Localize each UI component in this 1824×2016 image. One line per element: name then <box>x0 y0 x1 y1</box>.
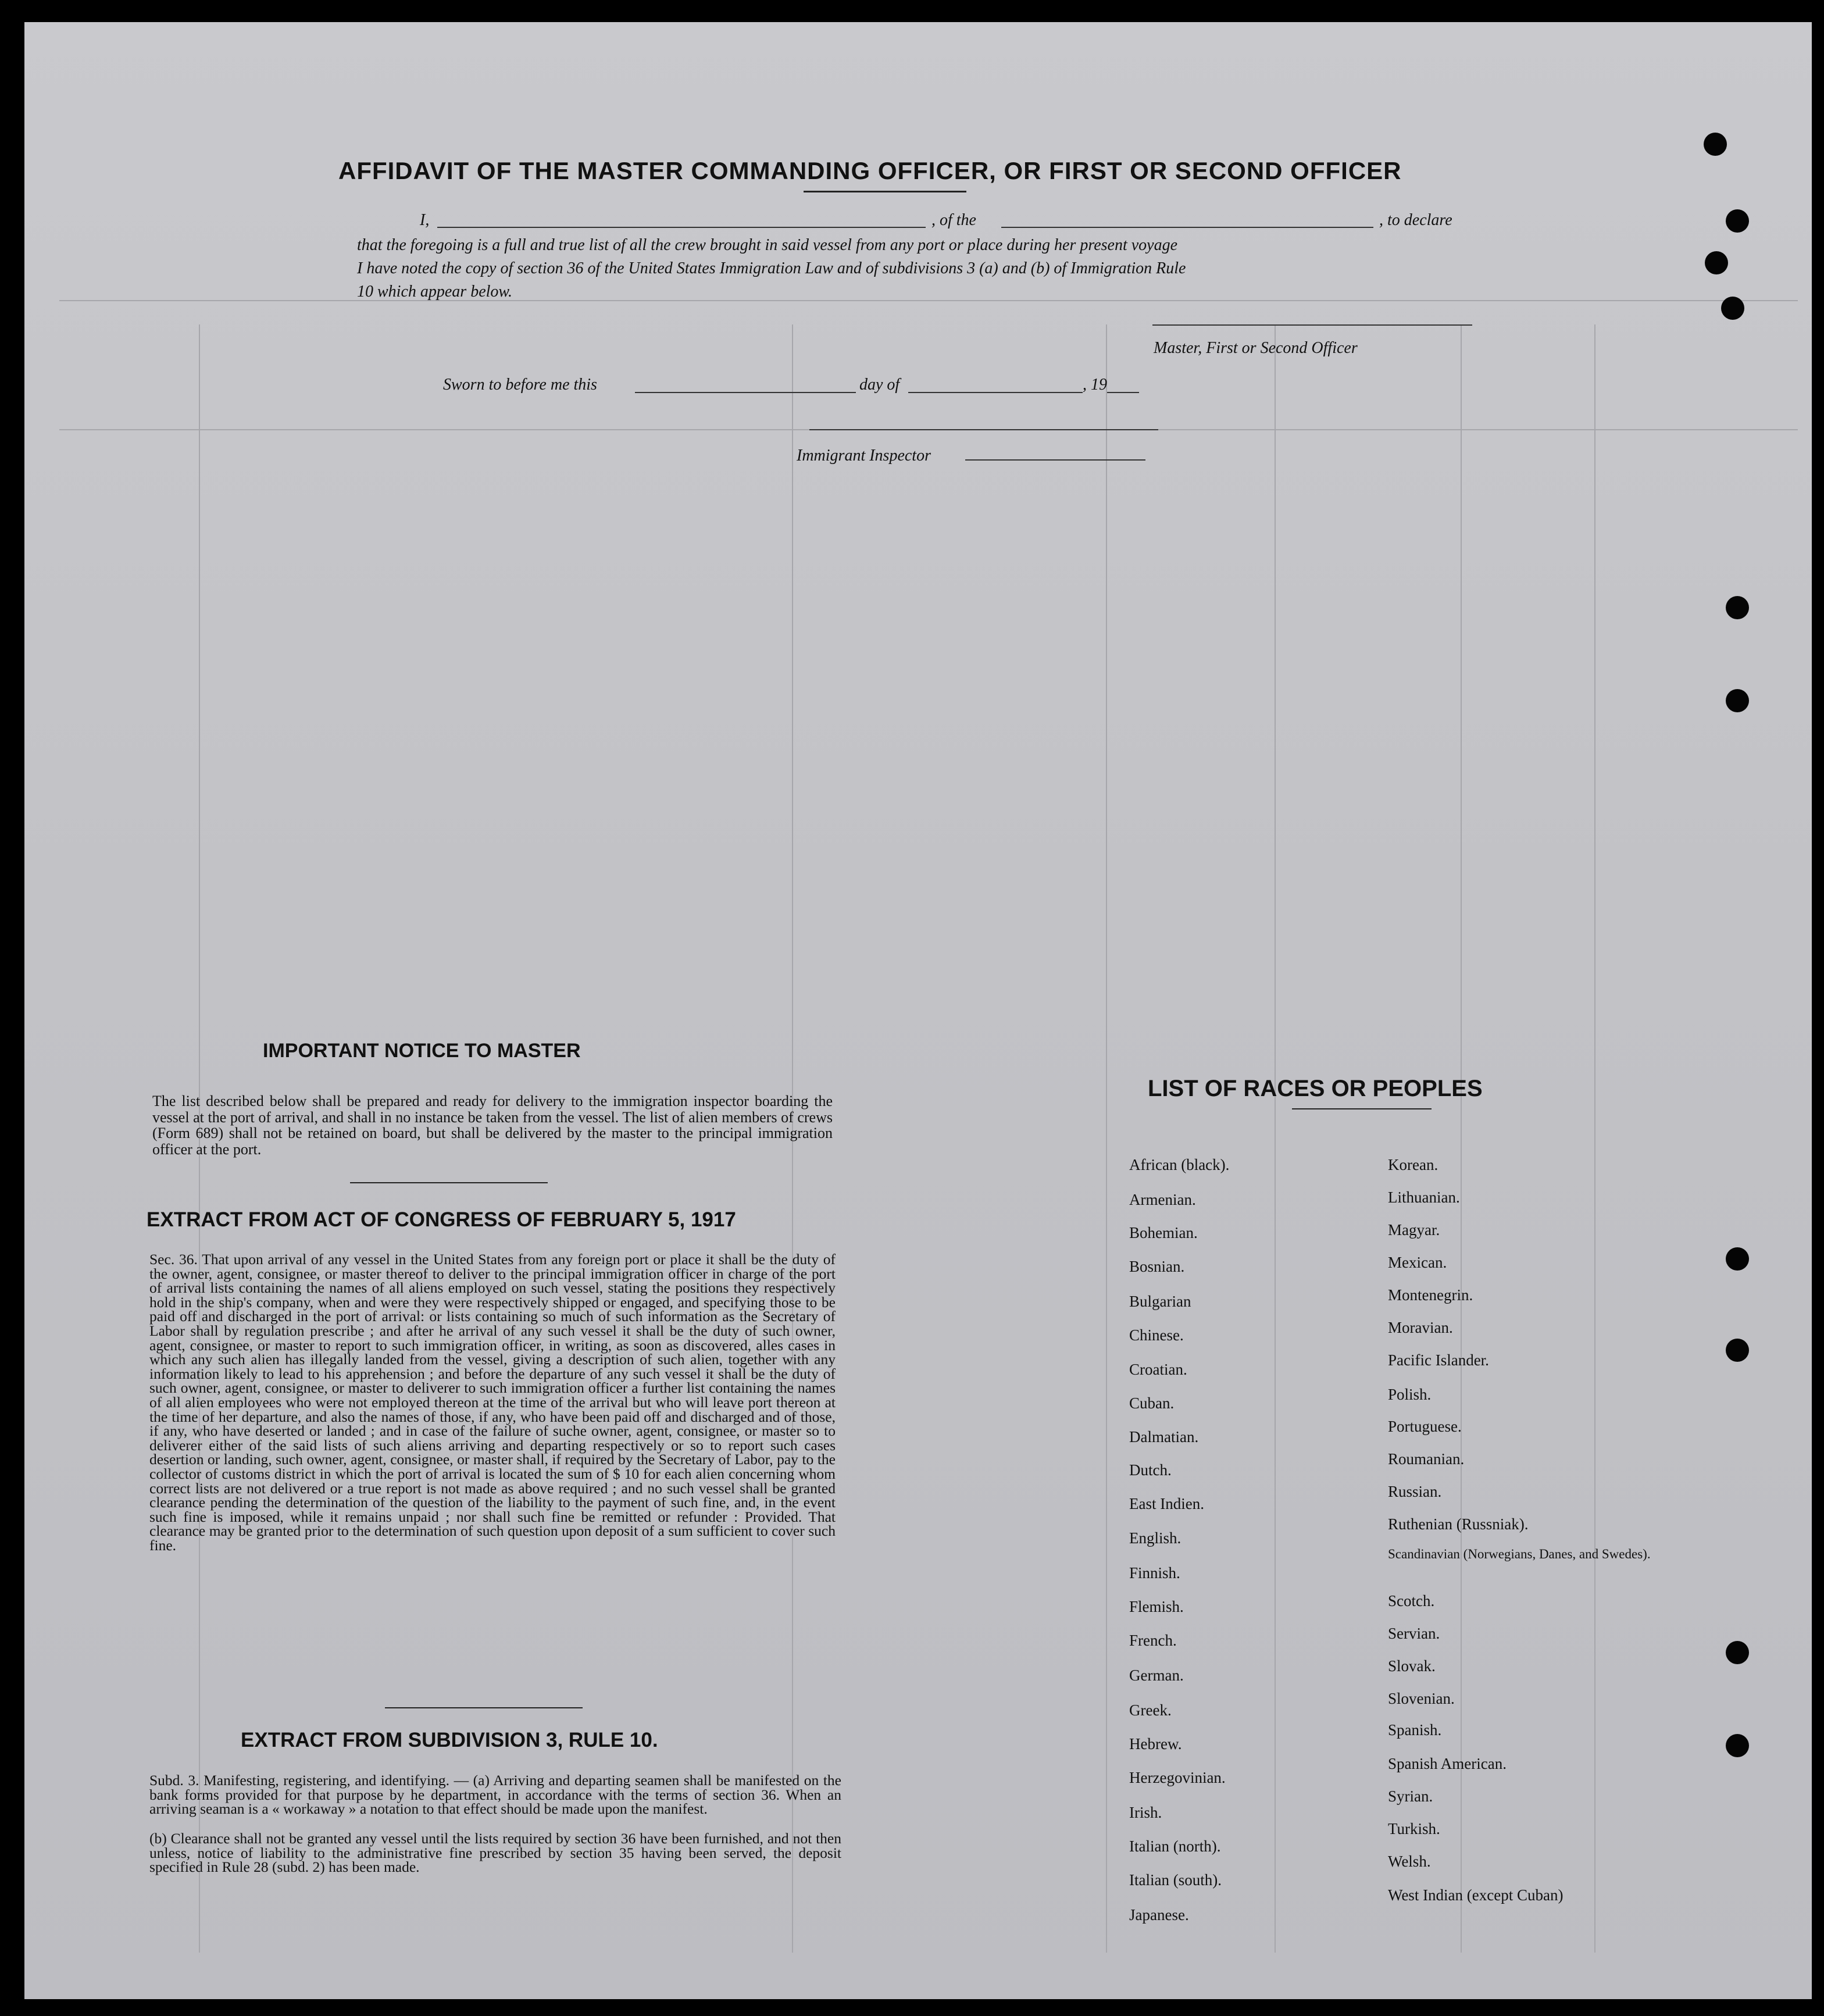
rule-title: EXTRACT FROM SUBDIVISION 3, RULE 10. <box>241 1729 658 1751</box>
punch-hole <box>1705 251 1728 274</box>
races-divider <box>1292 1108 1432 1109</box>
race-item: Magyar. <box>1388 1221 1440 1239</box>
rule-body-b: (b) Clearance shall not be granted any vessel until the lists required by section 36 have been furnished, and not then unless, notice of liability to the administrative fine prescribed by section 35 having been served, the deposit specified in Rule 28 (subd. 2) has been made. <box>149 1830 841 1876</box>
race-item: Mexican. <box>1388 1254 1447 1271</box>
punch-hole <box>1726 1734 1749 1757</box>
race-item: Japanese. <box>1129 1906 1189 1924</box>
race-item: Greek. <box>1129 1701 1172 1719</box>
vessel-blank <box>1001 227 1373 228</box>
document-page <box>24 22 1812 1999</box>
races-title: LIST OF RACES OR PEOPLES <box>1148 1076 1483 1101</box>
affidavit-line-4: 10 which appear below. <box>357 283 513 301</box>
punch-hole <box>1726 209 1749 233</box>
punch-hole <box>1726 1641 1749 1664</box>
race-item: Roumanian. <box>1388 1450 1465 1468</box>
affidavit-title: AFFIDAVIT OF THE MASTER COMMANDING OFFICER, OR FIRST OR SECOND OFFICER <box>338 157 1402 184</box>
affidavit-of-the: , of the <box>931 211 976 229</box>
race-item: German. <box>1129 1667 1184 1684</box>
notice-body: The list described below shall be prepared and ready for delivery to the immigration inspector boarding the vessel at the port of arrival, and shall in no instance be taken from the vessel. The list of alien members of crews (Form 689) shall not be retained on board, but shall be delivered by the master to the principal immigration officer at the port. <box>152 1093 833 1158</box>
sworn-year-blank <box>1107 392 1139 393</box>
sworn-day-blank <box>635 392 856 393</box>
race-item: Russian. <box>1388 1483 1442 1500</box>
affidavit-declare: , to declare <box>1379 211 1452 229</box>
race-item: Armenian. <box>1129 1191 1196 1208</box>
punch-hole <box>1726 1339 1749 1362</box>
race-item: Chinese. <box>1129 1326 1184 1344</box>
race-item: Slovak. <box>1388 1657 1436 1675</box>
race-item: Portuguese. <box>1388 1418 1462 1435</box>
race-item: Syrian. <box>1388 1787 1433 1805</box>
race-item: Scandinavian (Norwegians, Danes, and Swedes). <box>1388 1547 1651 1561</box>
race-item: Spanish American. <box>1388 1755 1507 1772</box>
race-item: Korean. <box>1388 1156 1439 1173</box>
race-item: Dutch. <box>1129 1461 1172 1479</box>
race-item: East Indien. <box>1129 1495 1204 1512</box>
race-item: Dalmatian. <box>1129 1428 1199 1446</box>
race-item: Polish. <box>1388 1386 1432 1403</box>
affidavit-line-2: that the foregoing is a full and true list of all the crew brought in said vessel from any port or place during her present voyage <box>357 236 1178 254</box>
race-item: Finnish. <box>1129 1564 1180 1582</box>
race-item: Pacific Islander. <box>1388 1351 1489 1369</box>
race-item: Servian. <box>1388 1625 1440 1642</box>
race-item: Hebrew. <box>1129 1735 1182 1753</box>
race-item: Flemish. <box>1129 1598 1184 1615</box>
race-item: Cuban. <box>1129 1394 1175 1412</box>
race-item: West Indian (except Cuban) <box>1388 1886 1564 1904</box>
race-item: English. <box>1129 1529 1182 1547</box>
punch-hole <box>1721 297 1744 320</box>
title-underline <box>804 191 966 192</box>
act-divider <box>385 1707 583 1708</box>
race-item: Welsh. <box>1388 1853 1431 1870</box>
race-item: Italian (south). <box>1129 1871 1222 1889</box>
race-item: African (black). <box>1129 1156 1230 1173</box>
race-item: Bohemian. <box>1129 1224 1198 1241</box>
sworn-day-of: day of <box>859 376 900 394</box>
master-signature-label: Master, First or Second Officer <box>1154 339 1358 357</box>
sworn-month-blank <box>908 392 1083 393</box>
inspector-label: Immigrant Inspector <box>797 447 931 465</box>
race-item: Montenegrin. <box>1388 1286 1473 1304</box>
race-item: Turkish. <box>1388 1820 1440 1837</box>
race-item: Herzegovinian. <box>1129 1769 1226 1786</box>
inspector-signature-blank <box>965 459 1145 461</box>
punch-hole <box>1726 596 1749 619</box>
race-item: Moravian. <box>1388 1319 1453 1336</box>
notice-title: IMPORTANT NOTICE TO MASTER <box>263 1040 581 1062</box>
sworn-prefix: Sworn to before me this <box>443 376 597 394</box>
race-item: Slovenian. <box>1388 1690 1455 1707</box>
race-item: Bulgarian <box>1129 1293 1191 1310</box>
act-body: Sec. 36. That upon arrival of any vessel in the United States from any foreign port or place it shall be the duty of the owner, agent, consignee, or master thereof to deliver to the principal immigration officer in charge of the port of arrival lists containing the names of all aliens employed on such vessel, stating the positions they respectively hold in the ship's company, when and were they were respectively shipped or engaged, and specifying those to be paid off and discharged in the port of arrival: or lists containing so much of such information as the Secretary of Labor shall by regulation prescribe ; and after he arrival of any such vessel it shall be the duty of such owner, agent, consignee, or master to report to such immigration officer, in writing, as soon as discovered, alles cases in which any such alien has illegally landed from the vessel, giving a description of such alien, together with any information likely to lead to his apprehension ; and before the departure of any such vessel it shall be the duty of such owner, agent, consignee, or master to deliverer to such immigration officer a further list containing the names of all alien employees who were not employed thereon at the time of the arrival but who will leave port thereon at the time of her departure, and also the names of those, if any, who have been paid off and discharged and of those, if any, who have deserted or landed ; and in case of the failure of suche owner, agent, consignee, or master so to deliverer either of the said lists of such aliens arriving and departing respectively or so to report such cases desertion or landing, such owner, agent, consignee, or master shall, if required by the Secretary of Labor, pay to the collector of customs district in which the port of arrival is located the sum of $ 10 for each alien concerning whom correct lists are not delivered or a true report is not made as above required ; and no such vessel shall be granted clearance pending the determination of the question of the liability to the payment of such fine, and, in the event such fine is imposed, while it remains unpaid ; nor shall such fine be remitted or refunder : Provided. That clearance may be granted prior to the determination of such question upon deposit of a sum sufficient to cover such fine. <box>149 1251 836 1554</box>
race-item: Lithuanian. <box>1388 1189 1460 1206</box>
race-item: Scotch. <box>1388 1592 1435 1610</box>
sworn-year: , 19 <box>1083 376 1107 394</box>
affidavit-i: I, <box>420 211 430 229</box>
punch-hole <box>1726 1247 1749 1271</box>
race-item: Spanish. <box>1388 1721 1442 1739</box>
affidavit-line-3: I have noted the copy of section 36 of the United States Immigration Law and of subdivisions 3 (a) and (b) of Immigration Rule <box>357 259 1186 277</box>
race-item: Croatian. <box>1129 1361 1187 1378</box>
rule-body-a: Subd. 3. Manifesting, registering, and identifying. — (a) Arriving and departing seamen shall be manifested on the bank forms provided for that purpose by he department, in accordance with the terms of section 36. When an arriving seaman is a « workaway » a notation to that effect should be made upon the manifest. <box>149 1772 841 1818</box>
punch-hole <box>1704 133 1727 156</box>
master-signature-line <box>1152 324 1472 326</box>
race-item: French. <box>1129 1632 1177 1649</box>
notice-divider <box>350 1182 548 1183</box>
act-title: EXTRACT FROM ACT OF CONGRESS OF FEBRUARY 5, 1917 <box>147 1208 736 1231</box>
race-item: Bosnian. <box>1129 1258 1185 1275</box>
race-item: Irish. <box>1129 1804 1162 1821</box>
race-item: Ruthenian (Russniak). <box>1388 1515 1529 1533</box>
punch-hole <box>1726 689 1749 712</box>
race-item: Italian (north). <box>1129 1837 1221 1855</box>
name-blank <box>437 227 926 228</box>
inspector-line-top <box>809 429 1158 430</box>
